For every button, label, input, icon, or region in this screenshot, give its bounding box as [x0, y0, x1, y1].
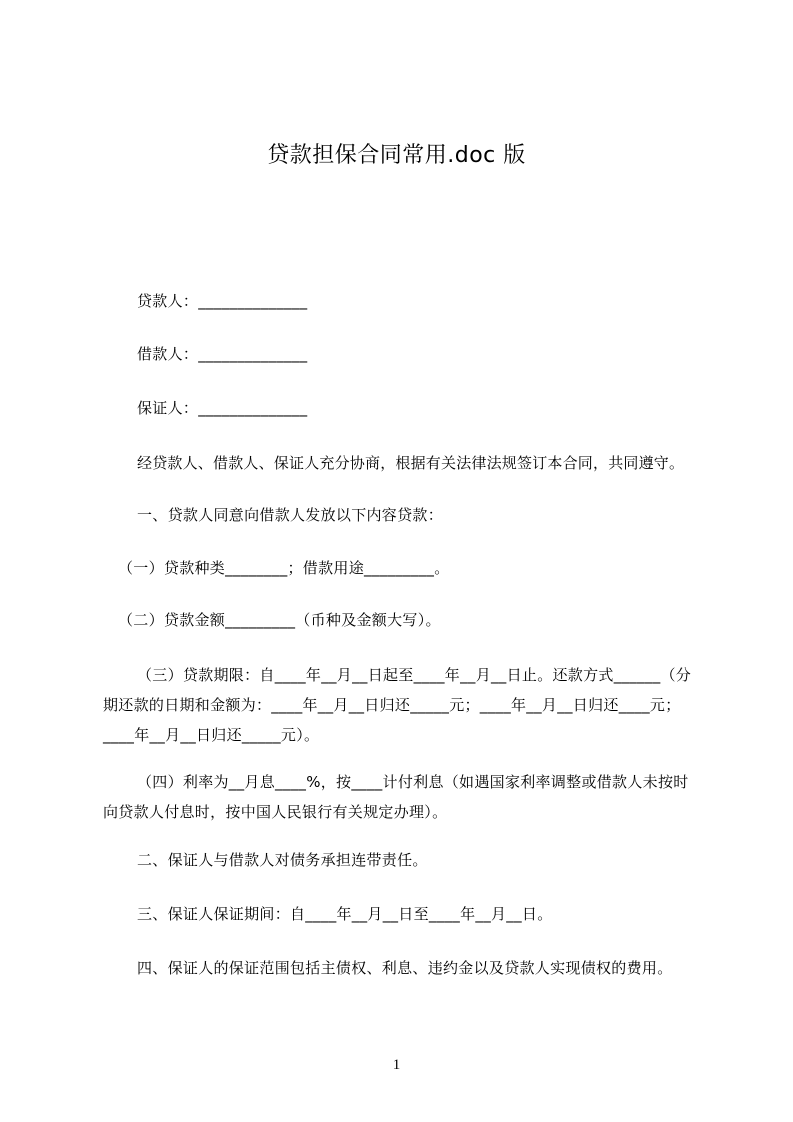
clause-1-item-3-term: （三）贷款期限：自____年__月__日起至____年__月__日止。还款方式______（分期还款的日期和金额为：____年__月__日归还_____元；____年__月__日归还____元；____年__月__日归还_____元）。 [103, 666, 692, 744]
clause-1-item-4-interest: （四）利率为__月息____%，按____计付利息（如遇国家利率调整或借款人未按时向贷款人付息时，按中国人民银行有关规定办理）。 [103, 773, 689, 821]
clause-2: 二、保证人与借款人对债务承担连带责任。 [137, 851, 428, 869]
document-title: 贷款担保合同常用.doc 版 [267, 143, 526, 168]
clause-1-heading: 一、贷款人同意向借款人发放以下内容贷款： [137, 506, 444, 524]
preamble-paragraph: 经贷款人、借款人、保证人充分协商，根据有关法律法规签订本合同，共同遵守。 [137, 454, 685, 472]
clause-1-item-2: （二）贷款金额_________（币种及金额大写）。 [118, 611, 441, 629]
guarantor-line: 保证人：______________ [137, 399, 308, 417]
lender-line: 贷款人：______________ [137, 292, 308, 310]
clause-1-item-1: （一）贷款种类________；借款用途_________。 [118, 559, 450, 577]
page-number: 1 [392, 1057, 401, 1073]
clause-3: 三、保证人保证期间：自____年__月__日至____年__月__日。 [137, 905, 553, 923]
clause-4: 四、保证人的保证范围包括主债权、利息、违约金以及贷款人实现债权的费用。 [137, 959, 673, 977]
borrower-line: 借款人：______________ [137, 345, 308, 363]
